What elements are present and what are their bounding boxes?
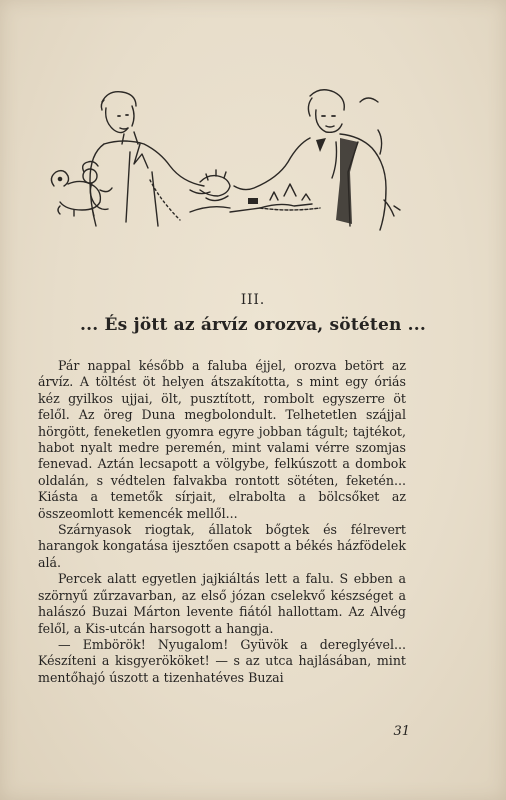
paragraph: — Embörök! Nyugalom! Gyüvök a dereglyével... Készíteni a kisgyerököket! — s az utca hajlásában, mint mentőhajó úszott a tizenhatéves Buzai: [38, 636, 406, 685]
paragraph: Percek alatt egyetlen jajkiáltás lett a falu. S ebben a szörnyű zűrzavarban, az első józan cselekvő készséget a halászó Buzai Márton levente fiától hallottam. Az Alvég felől, a Kis-utcán harsogott a hangja.: [38, 571, 406, 636]
paragraph: Szárnyasok riogtak, állatok bőgtek és félrevert harangok kongatása ijesztően csapott a békés házfödelek alá.: [38, 522, 406, 570]
dog-sketch: [51, 171, 100, 216]
page-number: 31: [393, 724, 410, 739]
landscape-sketch: [230, 184, 320, 212]
paragraph: Pár nappal később a faluba éjjel, orozva betört az árvíz. A töltést öt helyen átszakította, s mint egy óriás kéz gyilkos ujjai, ölt, pusztított, rombolt egyszerre öt felől. Az öreg Duna megbolondult. Telhetetlen szájjal hörgött, feneketlen gyomra egyre jobban tágult; tajtékot, habot nyalt medre peremén, mint valami vérre szomjas fenevad. Aztán lecsapott a völgybe, felkúszott a dombok oldalán, s védtelen falvakba rontott sötéten, feketén... Kiásta a temetők sírjait, elrabolta a bölcsőket az összeomlott kemencék mellől...: [38, 358, 406, 521]
body-text: [38, 358, 406, 686]
chapter-number: III.: [240, 292, 266, 308]
vest-shading: [336, 138, 358, 224]
chapter-title: ... És jött az árvíz orozva, sötéten ...: [80, 315, 426, 335]
handshake-illustration: [40, 82, 410, 242]
child-sketch: [83, 162, 112, 210]
left-man-sketch: [90, 92, 210, 226]
handshake-sketch: [190, 170, 230, 212]
